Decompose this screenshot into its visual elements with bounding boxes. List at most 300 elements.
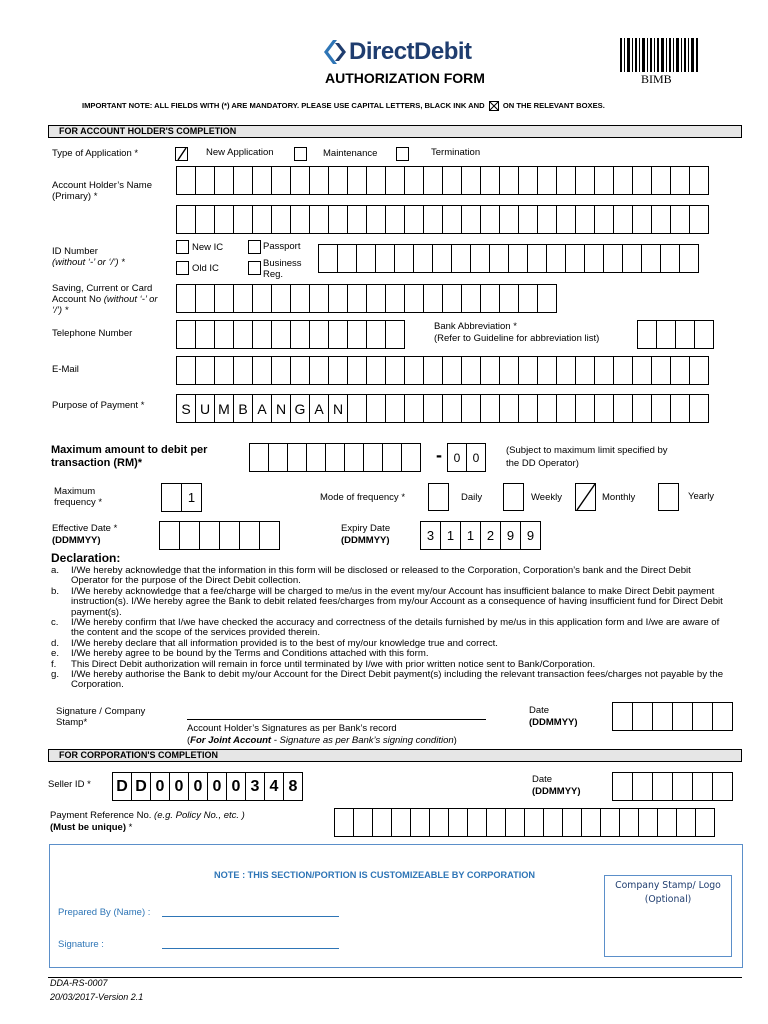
input-box[interactable] (366, 356, 386, 385)
input-box[interactable] (410, 808, 430, 837)
input-box[interactable] (556, 356, 576, 385)
input-box[interactable] (233, 205, 253, 234)
input-box[interactable]: 0 (150, 772, 170, 801)
passport-checkbox[interactable] (248, 240, 261, 254)
input-box[interactable] (632, 394, 652, 423)
input-box[interactable]: G (290, 394, 310, 423)
input-box[interactable] (461, 166, 481, 195)
input-box[interactable] (233, 284, 253, 313)
input-box[interactable] (638, 808, 658, 837)
effective-date-boxes[interactable] (159, 521, 279, 550)
input-box[interactable] (641, 244, 661, 273)
input-box[interactable] (195, 205, 215, 234)
input-box[interactable] (233, 166, 253, 195)
input-box[interactable] (442, 284, 462, 313)
input-box[interactable]: 9 (520, 521, 541, 550)
input-box[interactable] (328, 356, 348, 385)
input-box[interactable]: N (271, 394, 291, 423)
max-amount-note-1: (Subject to maximum limit specified by (506, 445, 668, 456)
yearly-label: Yearly (688, 491, 715, 502)
input-box[interactable] (657, 808, 677, 837)
input-box[interactable] (404, 284, 424, 313)
input-box[interactable] (581, 808, 601, 837)
input-box[interactable] (527, 244, 547, 273)
input-box[interactable] (385, 166, 405, 195)
type-of-application-label: Type of Application * (52, 148, 139, 159)
input-box[interactable]: 9 (500, 521, 521, 550)
input-box[interactable] (195, 320, 215, 349)
max-amount-note-2: the DD Operator) (506, 458, 579, 469)
input-box[interactable]: D (131, 772, 151, 801)
input-box[interactable] (347, 320, 367, 349)
input-box[interactable] (489, 244, 509, 273)
input-box[interactable] (565, 244, 585, 273)
input-box[interactable] (309, 284, 329, 313)
bank-abbreviation-boxes[interactable] (637, 320, 713, 349)
input-box[interactable] (366, 394, 386, 423)
input-box[interactable] (432, 244, 452, 273)
input-box[interactable] (382, 443, 402, 472)
input-box[interactable] (518, 284, 538, 313)
input-box[interactable]: 0 (207, 772, 227, 801)
termination-label: Termination (431, 147, 481, 158)
input-box[interactable] (692, 772, 713, 801)
input-box[interactable] (480, 284, 500, 313)
business-reg-checkbox[interactable] (248, 261, 261, 275)
declaration-item-key: f. (51, 658, 57, 670)
input-box[interactable] (290, 205, 310, 234)
corp-date-label: Date (532, 774, 553, 785)
input-box[interactable] (347, 356, 367, 385)
input-box[interactable] (651, 166, 671, 195)
input-box[interactable]: 0 (466, 443, 486, 472)
input-box[interactable] (461, 284, 481, 313)
input-box[interactable] (632, 205, 652, 234)
input-box[interactable] (518, 394, 538, 423)
input-box[interactable] (619, 808, 639, 837)
input-box[interactable] (600, 808, 620, 837)
input-box[interactable] (467, 808, 487, 837)
input-box[interactable] (239, 521, 260, 550)
input-box[interactable] (366, 284, 386, 313)
input-box[interactable] (353, 808, 373, 837)
input-box[interactable] (675, 320, 695, 349)
input-box[interactable] (309, 356, 329, 385)
input-box[interactable] (694, 320, 714, 349)
effective-date-format: (DDMMYY) (52, 535, 101, 546)
input-box[interactable] (689, 205, 709, 234)
input-box[interactable] (537, 284, 557, 313)
input-box[interactable]: 8 (283, 772, 303, 801)
barcode-icon (619, 38, 699, 72)
input-box[interactable] (508, 244, 528, 273)
input-box[interactable] (423, 284, 443, 313)
input-box[interactable] (451, 244, 471, 273)
input-box[interactable] (670, 166, 690, 195)
input-box[interactable] (575, 356, 595, 385)
input-box[interactable]: A (252, 394, 272, 423)
payment-reference-boxes[interactable] (334, 808, 714, 837)
input-box[interactable] (423, 394, 443, 423)
input-box[interactable] (712, 772, 733, 801)
input-box[interactable] (652, 772, 673, 801)
input-box[interactable] (404, 394, 424, 423)
input-box[interactable] (632, 166, 652, 195)
input-box[interactable] (337, 244, 357, 273)
input-box[interactable] (363, 443, 383, 472)
input-box[interactable] (219, 521, 240, 550)
signature-date-boxes[interactable] (612, 702, 732, 731)
input-box[interactable] (347, 205, 367, 234)
input-box[interactable] (442, 166, 462, 195)
input-box[interactable] (480, 205, 500, 234)
input-box[interactable] (176, 205, 196, 234)
input-box[interactable]: 3 (420, 521, 441, 550)
input-box[interactable] (423, 166, 443, 195)
input-box[interactable] (309, 205, 329, 234)
input-box[interactable] (268, 443, 288, 472)
new-application-checkbox[interactable] (175, 147, 188, 161)
input-box[interactable] (214, 166, 234, 195)
input-box[interactable] (375, 244, 395, 273)
input-box[interactable] (385, 356, 405, 385)
input-box[interactable] (442, 205, 462, 234)
input-box[interactable]: N (328, 394, 348, 423)
input-box[interactable] (499, 166, 519, 195)
input-box[interactable]: 0 (447, 443, 467, 472)
input-box[interactable] (176, 356, 196, 385)
input-box[interactable] (603, 244, 623, 273)
input-box[interactable] (622, 244, 642, 273)
payment-reference-unique (50, 822, 132, 833)
input-box[interactable]: 0 (169, 772, 189, 801)
id-number-label: ID Number (52, 246, 98, 257)
joint-account-bold: For Joint Account (190, 735, 272, 746)
input-box[interactable] (689, 166, 709, 195)
input-box[interactable] (391, 808, 411, 837)
purpose-boxes[interactable] (176, 394, 708, 423)
input-box[interactable] (271, 205, 291, 234)
input-box[interactable] (290, 166, 310, 195)
input-box[interactable]: S (176, 394, 196, 423)
input-box[interactable] (612, 702, 633, 731)
declaration-item-key: c. (51, 617, 59, 629)
payment-reference-text: Payment Reference No. (50, 810, 152, 821)
input-box[interactable]: M (214, 394, 234, 423)
input-box[interactable] (195, 166, 215, 195)
declaration-item-text: I/We hereby confirm that I/we have checked the accuracy and correctness of the details furnished by me/us in this application form and I/we are aware of the content and the scope of the services provided therein. (71, 617, 720, 639)
tick-slash-icon (575, 483, 596, 511)
termination-checkbox[interactable] (396, 147, 409, 161)
monthly-checkbox[interactable] (575, 483, 596, 511)
input-box[interactable] (660, 244, 680, 273)
input-box[interactable] (334, 808, 354, 837)
input-box[interactable] (214, 356, 234, 385)
input-box[interactable] (328, 205, 348, 234)
input-box[interactable] (613, 205, 633, 234)
input-box[interactable] (499, 205, 519, 234)
input-box[interactable]: 1 (460, 521, 481, 550)
input-box[interactable] (651, 205, 671, 234)
input-box[interactable] (461, 356, 481, 385)
daily-label: Daily (461, 492, 483, 503)
input-box[interactable] (518, 205, 538, 234)
declaration-item-text: I/We hereby agree to be bound by the Terms and Conditions attached with this form. (71, 648, 429, 660)
declaration-item-key: g. (51, 669, 60, 681)
input-box[interactable] (543, 808, 563, 837)
account-holder-name-row1[interactable] (176, 166, 708, 195)
weekly-checkbox[interactable] (503, 483, 524, 511)
input-box[interactable] (159, 521, 180, 550)
old-ic-checkbox[interactable] (176, 261, 189, 275)
input-box[interactable] (199, 521, 220, 550)
declaration-item-text: I/We hereby acknowledge that a fee/charge will be charged to me/us in the event my/our Account has insufficient balance to make Direct Debit payment instruction(s). I/We hereby agree the Bank to debit related fees/charges from my/our Account as a consequence of having insufficient fund for Direct Debit payment(s). (71, 585, 723, 618)
input-box[interactable] (385, 284, 405, 313)
input-box[interactable] (344, 443, 364, 472)
input-box[interactable] (290, 320, 310, 349)
input-box[interactable] (594, 166, 614, 195)
input-box[interactable] (594, 205, 614, 234)
new-application-label: New Application (206, 147, 274, 158)
input-box[interactable] (328, 166, 348, 195)
input-box[interactable] (325, 443, 345, 472)
input-box[interactable] (252, 356, 272, 385)
input-box[interactable] (613, 394, 633, 423)
input-box[interactable] (252, 320, 272, 349)
input-box[interactable]: A (309, 394, 329, 423)
declaration-item (51, 618, 731, 639)
input-box[interactable] (679, 244, 699, 273)
telephone-boxes[interactable] (176, 320, 404, 349)
input-box[interactable] (161, 483, 182, 512)
input-box[interactable] (214, 320, 234, 349)
input-box[interactable] (249, 443, 269, 472)
email-boxes[interactable] (176, 356, 708, 385)
input-box[interactable] (347, 166, 367, 195)
input-box[interactable] (214, 205, 234, 234)
input-box[interactable] (328, 284, 348, 313)
input-box[interactable] (632, 772, 653, 801)
input-box[interactable] (505, 808, 525, 837)
input-box[interactable] (401, 443, 421, 472)
input-box[interactable] (385, 205, 405, 234)
input-box[interactable] (461, 394, 481, 423)
input-box[interactable] (423, 205, 443, 234)
input-box[interactable] (394, 244, 414, 273)
expiry-date-boxes[interactable] (420, 521, 540, 550)
input-box[interactable] (252, 205, 272, 234)
input-box[interactable] (689, 394, 709, 423)
input-box[interactable]: 1 (440, 521, 461, 550)
max-frequency-boxes[interactable] (161, 483, 201, 512)
must-be-unique: (Must be unique) (50, 822, 126, 833)
input-box[interactable] (366, 166, 386, 195)
input-box[interactable] (612, 772, 633, 801)
input-box[interactable] (372, 808, 392, 837)
input-box[interactable] (632, 356, 652, 385)
input-box[interactable]: 1 (181, 483, 202, 512)
custom-signature-line[interactable] (162, 948, 339, 949)
input-box[interactable] (385, 320, 405, 349)
input-box[interactable] (499, 356, 519, 385)
yearly-checkbox[interactable] (658, 483, 679, 511)
input-box[interactable] (470, 244, 490, 273)
input-box[interactable] (562, 808, 582, 837)
input-box[interactable] (271, 320, 291, 349)
input-box[interactable] (442, 394, 462, 423)
input-box[interactable] (404, 166, 424, 195)
input-box[interactable] (309, 320, 329, 349)
input-box[interactable] (442, 356, 462, 385)
input-box[interactable] (575, 166, 595, 195)
input-box[interactable] (670, 205, 690, 234)
id-number-boxes[interactable] (318, 244, 698, 273)
input-box[interactable] (594, 356, 614, 385)
input-box[interactable] (290, 356, 310, 385)
input-box[interactable] (499, 284, 519, 313)
input-box[interactable] (287, 443, 307, 472)
input-box[interactable] (632, 702, 653, 731)
input-box[interactable] (537, 205, 557, 234)
input-box[interactable] (385, 394, 405, 423)
account-no-boxes[interactable] (176, 284, 556, 313)
input-box[interactable] (318, 244, 338, 273)
input-box[interactable] (556, 394, 576, 423)
input-box[interactable] (195, 284, 215, 313)
input-box[interactable] (309, 166, 329, 195)
input-box[interactable] (556, 205, 576, 234)
input-box[interactable] (306, 443, 326, 472)
company-stamp-line2: (Optional) (644, 894, 692, 905)
input-box[interactable] (328, 320, 348, 349)
input-box[interactable] (404, 356, 424, 385)
input-box[interactable] (692, 702, 713, 731)
input-box[interactable] (252, 166, 272, 195)
input-box[interactable] (404, 205, 424, 234)
input-box[interactable] (575, 205, 595, 234)
input-box[interactable] (656, 320, 676, 349)
input-box[interactable]: 0 (188, 772, 208, 801)
input-box[interactable] (480, 166, 500, 195)
input-box[interactable] (672, 772, 693, 801)
input-box[interactable] (176, 320, 196, 349)
account-section-heading: FOR ACCOUNT HOLDER'S COMPLETION (48, 125, 742, 138)
input-box[interactable] (271, 356, 291, 385)
input-box[interactable] (672, 702, 693, 731)
input-box[interactable] (356, 244, 376, 273)
input-box[interactable] (537, 356, 557, 385)
input-box[interactable] (524, 808, 544, 837)
input-box[interactable]: D (112, 772, 132, 801)
input-box[interactable] (195, 356, 215, 385)
input-box[interactable] (695, 808, 715, 837)
input-box[interactable]: 3 (245, 772, 265, 801)
corp-date-format: (DDMMYY) (532, 786, 581, 797)
corp-date-boxes[interactable] (612, 772, 732, 801)
input-box[interactable]: 4 (264, 772, 284, 801)
input-box[interactable] (413, 244, 433, 273)
input-box[interactable]: B (233, 394, 253, 423)
input-box[interactable] (537, 394, 557, 423)
input-box[interactable] (271, 166, 291, 195)
signature-line[interactable] (187, 719, 486, 720)
input-box[interactable] (347, 284, 367, 313)
input-box[interactable] (366, 205, 386, 234)
max-amount-boxes[interactable] (249, 443, 420, 472)
prepared-by-line[interactable] (162, 916, 339, 917)
input-box[interactable] (613, 166, 633, 195)
input-box[interactable] (670, 356, 690, 385)
tick-slash-icon (175, 147, 188, 161)
input-box[interactable] (546, 244, 566, 273)
input-box[interactable] (259, 521, 280, 550)
input-box[interactable] (429, 808, 449, 837)
input-box[interactable] (252, 284, 272, 313)
input-box[interactable] (271, 284, 291, 313)
input-box[interactable] (461, 205, 481, 234)
input-box[interactable] (651, 356, 671, 385)
input-box[interactable] (670, 394, 690, 423)
input-box[interactable] (499, 394, 519, 423)
input-box[interactable] (179, 521, 200, 550)
input-box[interactable] (176, 284, 196, 313)
input-box[interactable] (480, 356, 500, 385)
input-box[interactable] (637, 320, 657, 349)
input-box[interactable] (652, 702, 673, 731)
input-box[interactable] (366, 320, 386, 349)
input-box[interactable] (448, 808, 468, 837)
barcode (619, 38, 699, 74)
seller-id-boxes[interactable] (112, 772, 302, 801)
new-ic-checkbox[interactable] (176, 240, 189, 254)
input-box[interactable] (584, 244, 604, 273)
input-box[interactable] (613, 356, 633, 385)
brand-name: DirectDebit (349, 38, 472, 65)
input-box[interactable] (480, 394, 500, 423)
input-box[interactable] (676, 808, 696, 837)
account-holder-name-row2[interactable] (176, 205, 708, 234)
joint-account-caption: (For Joint Account - Signature as per Bank’s signing condition) (187, 735, 457, 746)
daily-checkbox[interactable] (428, 483, 449, 511)
input-box[interactable] (233, 356, 253, 385)
input-box[interactable] (689, 356, 709, 385)
signature-label: Signature / Company Stamp* (56, 706, 146, 728)
input-box[interactable] (712, 702, 733, 731)
input-box[interactable]: U (195, 394, 215, 423)
input-box[interactable] (423, 356, 443, 385)
input-box[interactable] (290, 284, 310, 313)
input-box[interactable] (214, 284, 234, 313)
input-box[interactable] (518, 356, 538, 385)
input-box[interactable]: 0 (226, 772, 246, 801)
input-box[interactable] (486, 808, 506, 837)
footer-rule (48, 977, 742, 978)
input-box[interactable] (556, 166, 576, 195)
input-box[interactable] (537, 166, 557, 195)
input-box[interactable] (347, 394, 367, 423)
expiry-date-label: Expiry Date (341, 523, 391, 534)
input-box[interactable] (651, 394, 671, 423)
cents-boxes[interactable] (447, 443, 485, 472)
input-box[interactable]: 2 (480, 521, 501, 550)
amount-dash: - (436, 445, 442, 465)
input-box[interactable] (575, 394, 595, 423)
input-box[interactable] (233, 320, 253, 349)
input-box[interactable] (176, 166, 196, 195)
input-box[interactable] (518, 166, 538, 195)
maintenance-checkbox[interactable] (294, 147, 307, 161)
input-box[interactable] (594, 394, 614, 423)
